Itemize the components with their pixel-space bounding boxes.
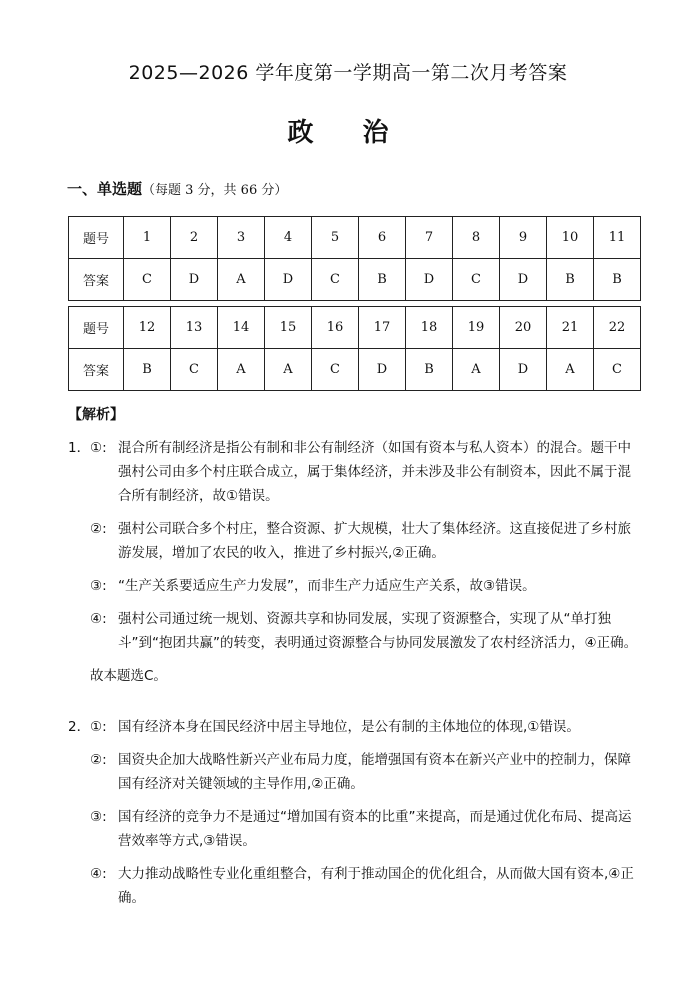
- option-mark: ④:: [90, 866, 107, 882]
- subject-title: 政 治: [287, 118, 409, 148]
- option-mark: ②:: [90, 752, 107, 768]
- option-analysis: [90, 748, 638, 796]
- option-analysis: [90, 436, 638, 508]
- option-mark: ①:: [90, 440, 107, 456]
- answer-cell: C: [453, 259, 500, 301]
- answer-cell: B: [594, 259, 641, 301]
- answer-cell: B: [406, 349, 453, 391]
- option-analysis: [90, 607, 638, 655]
- option-text: 强村公司通过统一规划、资源共享和协同发展，实现了资源整合，实现了从“单打独斗”到“抱团共赢”的转变，表明通过资源整合与协同发展激发了农村经济活力，④正确。: [118, 611, 638, 651]
- answer-table-2: [68, 306, 641, 391]
- question-number: 22: [594, 307, 641, 349]
- answer-cell: D: [500, 259, 547, 301]
- option-mark: ④:: [90, 611, 107, 627]
- option-text: 强村公司联合多个村庄，整合资源、扩大规模，壮大了集体经济。这直接促进了乡村旅游发展，增加了农民的收入，推进了乡村振兴,②正确。: [118, 521, 631, 561]
- question-number: 1: [124, 217, 171, 259]
- question-2-analysis: [68, 715, 638, 919]
- question-number-row: [69, 307, 641, 349]
- answer-cell: C: [594, 349, 641, 391]
- option-analysis: [90, 862, 638, 910]
- conclusion: 故本题选C。: [90, 668, 167, 684]
- row-label: 答案: [69, 259, 124, 301]
- option-analysis: [90, 805, 638, 853]
- question-number-row: [69, 217, 641, 259]
- section-heading: [67, 178, 287, 199]
- question-number: 13: [171, 307, 218, 349]
- question-number: 11: [594, 217, 641, 259]
- question-number: 18: [406, 307, 453, 349]
- answer-cell: B: [359, 259, 406, 301]
- answer-cell: D: [406, 259, 453, 301]
- answer-table-1: [68, 216, 641, 301]
- question-number: 14: [218, 307, 265, 349]
- answer-cell: D: [500, 349, 547, 391]
- option-analysis: [90, 574, 638, 598]
- question-number: 20: [500, 307, 547, 349]
- answer-row: [69, 349, 641, 391]
- question-number: 8: [453, 217, 500, 259]
- answer-cell: C: [171, 349, 218, 391]
- document-title: 2025—2026 学年度第一学期高一第二次月考答案: [128, 62, 568, 84]
- option-text: 国有经济本身在国民经济中居主导地位，是公有制的主体地位的体现,①错误。: [118, 719, 580, 735]
- question-number: 17: [359, 307, 406, 349]
- option-text: 国资央企加大战略性新兴产业布局力度，能增强国有资本在新兴产业中的控制力，保障国有经济对关键领域的主导作用,②正确。: [118, 752, 631, 792]
- answer-row: [69, 259, 641, 301]
- question-number: 3: [218, 217, 265, 259]
- row-label: 答案: [69, 349, 124, 391]
- answer-cell: D: [359, 349, 406, 391]
- answer-cell: A: [218, 259, 265, 301]
- question-number: 16: [312, 307, 359, 349]
- answer-cell: B: [124, 349, 171, 391]
- option-mark: ①:: [90, 719, 107, 735]
- answer-cell: A: [453, 349, 500, 391]
- option-text: 混合所有制经济是指公有制和非公有制经济（如国有资本与私人资本）的混合。题干中强村公司由多个村庄联合成立，属于集体经济，并未涉及非公有制资本，因此不属于混合所有制经济，故①错误。: [118, 440, 631, 504]
- question-number: 10: [547, 217, 594, 259]
- section-heading-note: （每题 3 分，共 66 分）: [142, 183, 288, 198]
- section-heading-label: 一、单选题: [67, 180, 143, 198]
- option-mark: ②:: [90, 521, 107, 537]
- answer-cell: C: [312, 349, 359, 391]
- answer-cell: D: [171, 259, 218, 301]
- question-number-label: 2．: [68, 719, 91, 735]
- row-label: 题号: [69, 307, 124, 349]
- question-1-analysis: [68, 436, 638, 688]
- option-analysis: [90, 517, 638, 565]
- question-number-label: 1．: [68, 440, 91, 456]
- option-text: “生产关系要适应生产力发展”，而非生产力适应生产关系，故③错误。: [118, 578, 536, 594]
- question-number: 2: [171, 217, 218, 259]
- answer-cell: D: [265, 259, 312, 301]
- answer-cell: C: [312, 259, 359, 301]
- question-number: 9: [500, 217, 547, 259]
- question-number: 12: [124, 307, 171, 349]
- question-number: 4: [265, 217, 312, 259]
- question-number: 19: [453, 307, 500, 349]
- row-label: 题号: [69, 217, 124, 259]
- analysis-heading: 【解析】: [68, 407, 124, 423]
- question-number: 5: [312, 217, 359, 259]
- question-number: 15: [265, 307, 312, 349]
- answer-cell: A: [547, 349, 594, 391]
- option-text: 大力推动战略性专业化重组整合，有利于推动国企的优化组合，从而做大国有资本,④正确。: [118, 866, 634, 906]
- question-number: 7: [406, 217, 453, 259]
- option-text: 国有经济的竞争力不是通过“增加国有资本的比重”来提高，而是通过优化布局、提高运营效率等方式,③错误。: [118, 809, 632, 849]
- question-number: 21: [547, 307, 594, 349]
- option-mark: ③:: [90, 809, 107, 825]
- answer-cell: A: [265, 349, 312, 391]
- answer-cell: B: [547, 259, 594, 301]
- answer-cell: A: [218, 349, 265, 391]
- answer-cell: C: [124, 259, 171, 301]
- question-number: 6: [359, 217, 406, 259]
- option-mark: ③:: [90, 578, 107, 594]
- option-analysis: [90, 715, 638, 739]
